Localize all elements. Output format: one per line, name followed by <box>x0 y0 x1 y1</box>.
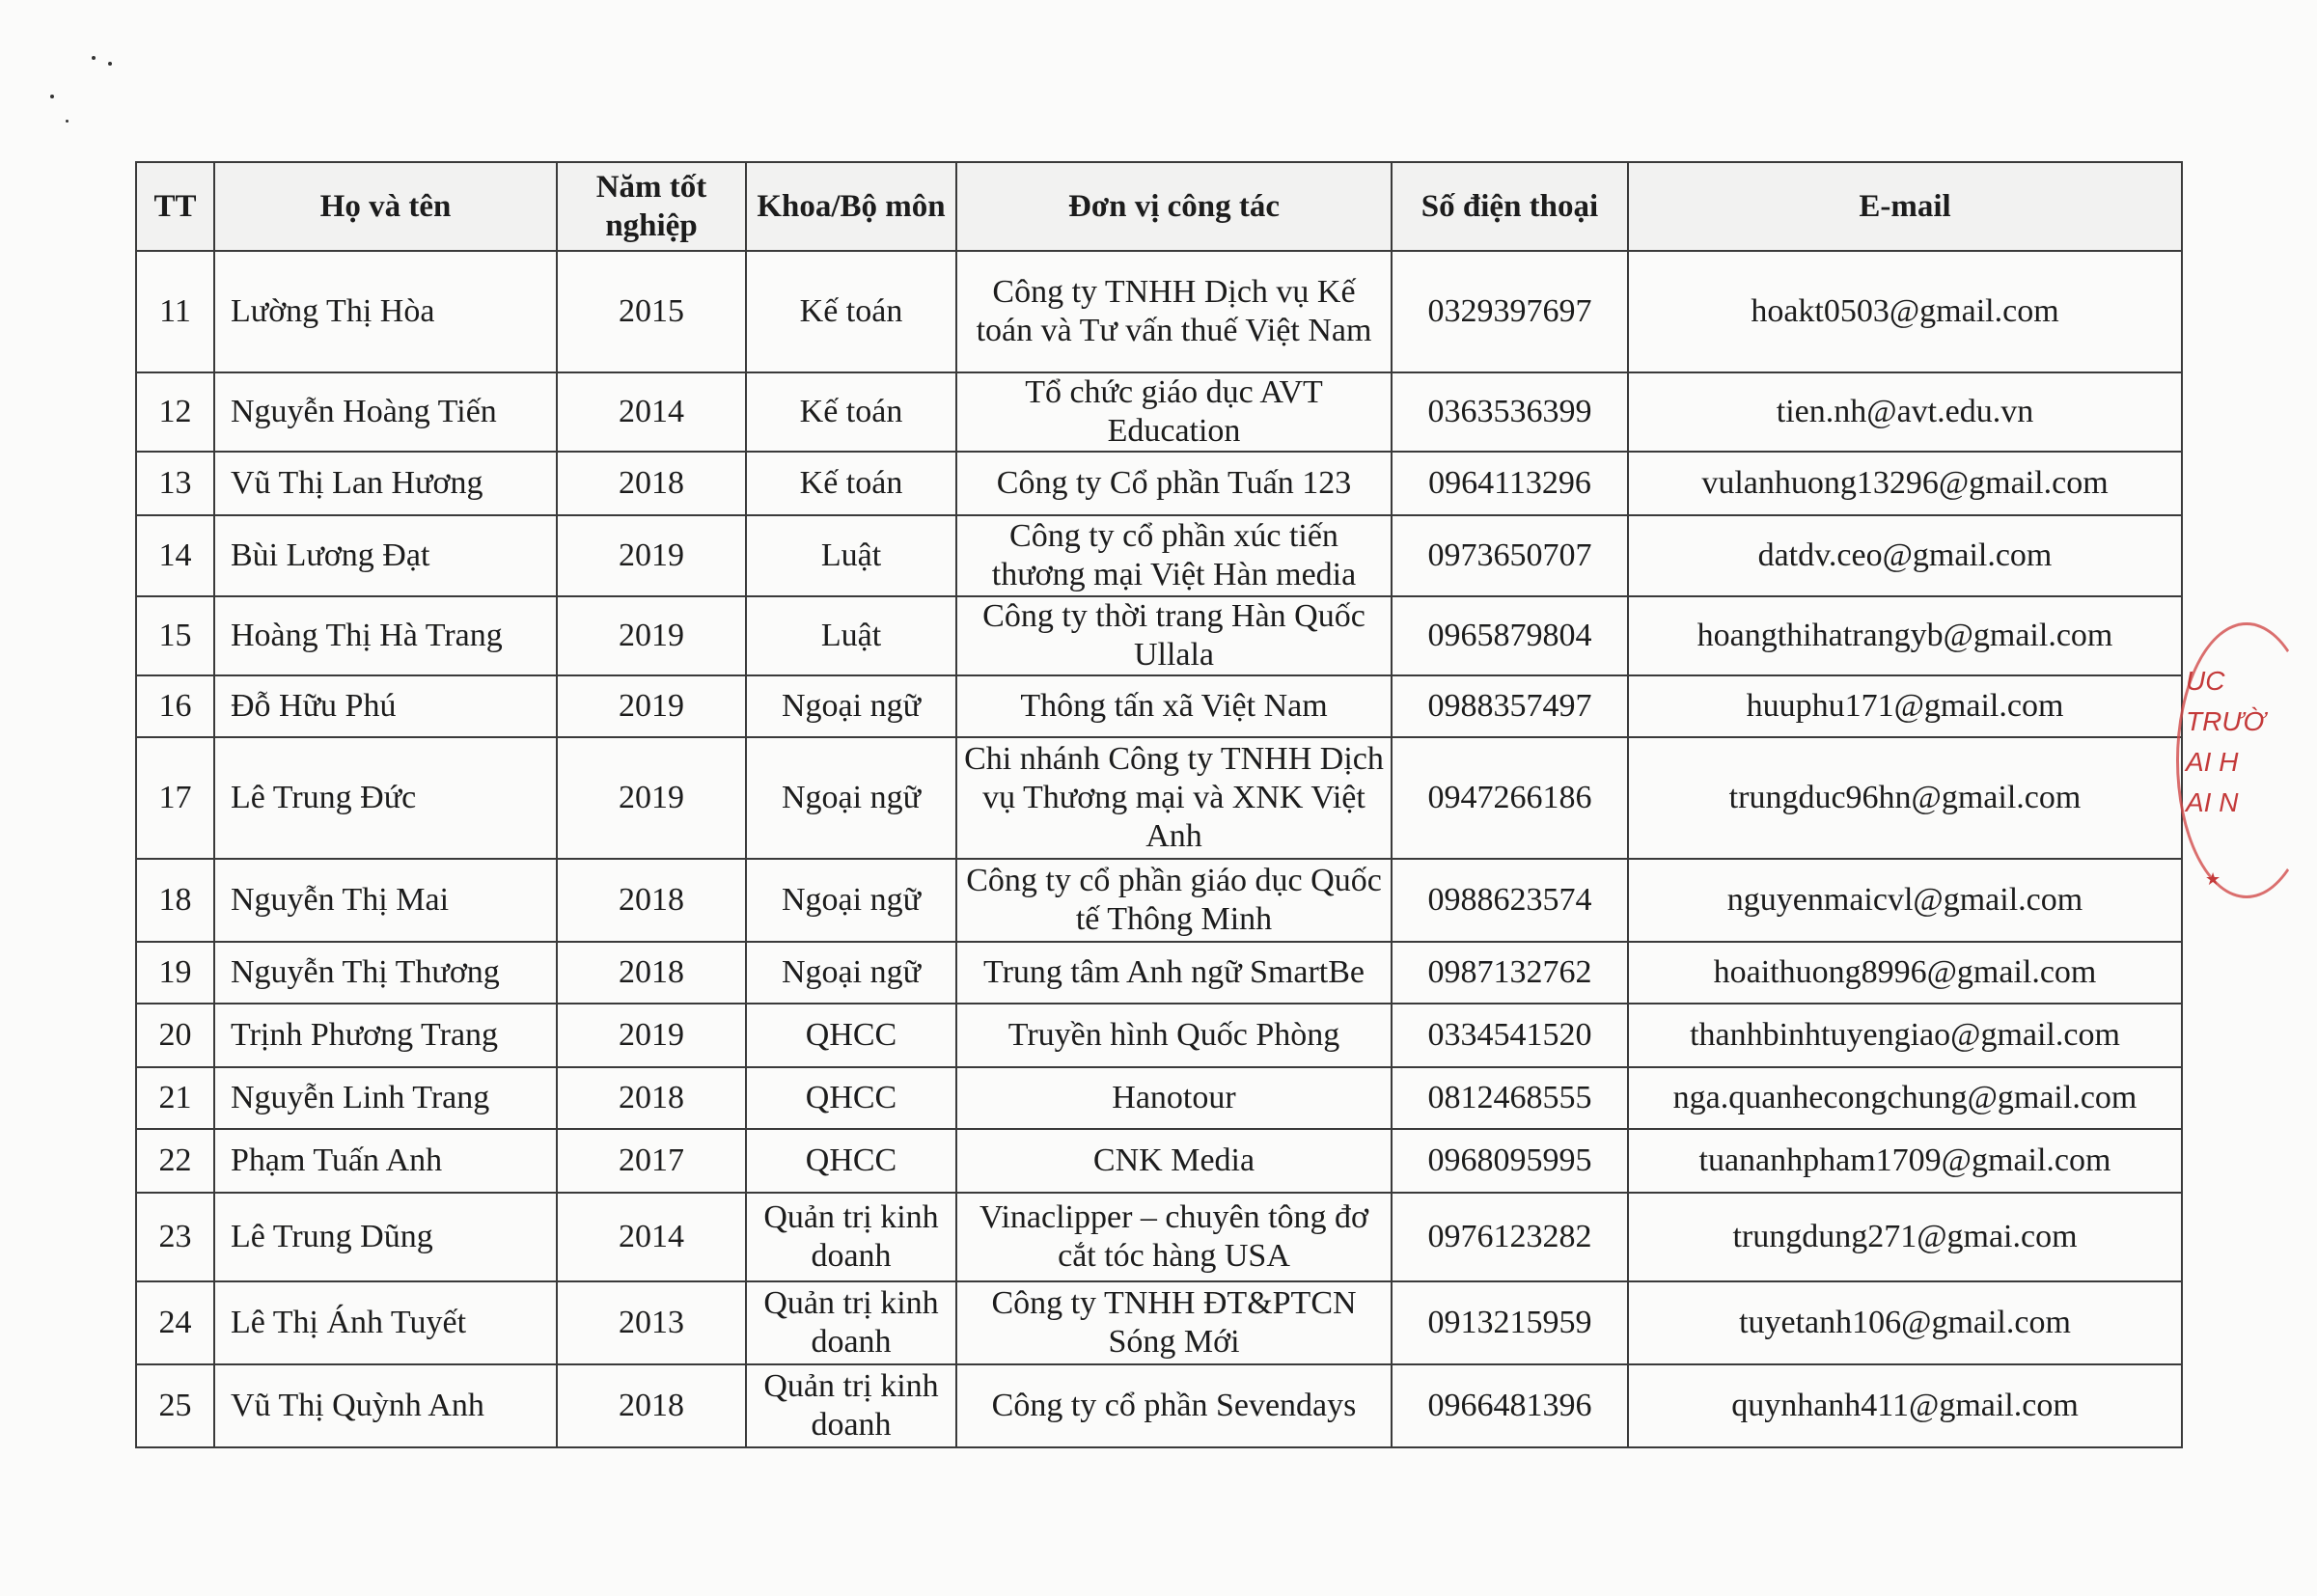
table-row <box>136 1004 2182 1067</box>
cell-year: 2019 <box>557 596 746 675</box>
cell-org: Công ty cổ phần xúc tiến thương mại Việt Hàn media <box>956 515 1392 596</box>
scan-speck <box>92 56 96 60</box>
cell-tt: 18 <box>136 859 214 942</box>
table-row <box>136 859 2182 942</box>
cell-year: 2017 <box>557 1129 746 1193</box>
cell-tt: 25 <box>136 1364 214 1447</box>
table-row <box>136 515 2182 596</box>
cell-org: Hanotour <box>956 1067 1392 1129</box>
cell-tt: 11 <box>136 251 214 372</box>
cell-phone: 0812468555 <box>1392 1067 1628 1129</box>
cell-year: 2019 <box>557 675 746 737</box>
cell-email: datdv.ceo@gmail.com <box>1628 515 2182 596</box>
cell-year: 2019 <box>557 737 746 859</box>
cell-email: huuphu171@gmail.com <box>1628 675 2182 737</box>
header-name: Họ và tên <box>214 162 557 251</box>
scan-speck <box>50 95 54 98</box>
cell-year: 2018 <box>557 452 746 515</box>
cell-dept: Luật <box>746 596 956 675</box>
cell-org: Chi nhánh Công ty TNHH Dịch vụ Thương mại và XNK Việt Anh <box>956 737 1392 859</box>
table-row <box>136 1067 2182 1129</box>
cell-year: 2018 <box>557 1067 746 1129</box>
cell-year: 2019 <box>557 1004 746 1067</box>
cell-dept: QHCC <box>746 1004 956 1067</box>
cell-phone: 0973650707 <box>1392 515 1628 596</box>
cell-name: Lê Thị Ánh Tuyết <box>214 1281 557 1364</box>
table-row <box>136 452 2182 515</box>
cell-tt: 13 <box>136 452 214 515</box>
cell-email: trungduc96hn@gmail.com <box>1628 737 2182 859</box>
header-row <box>136 162 2182 251</box>
cell-tt: 24 <box>136 1281 214 1364</box>
table-row <box>136 675 2182 737</box>
cell-email: nga.quanhecongchung@gmail.com <box>1628 1067 2182 1129</box>
header-year: Năm tốt nghiệp <box>557 162 746 251</box>
cell-dept: Ngoại ngữ <box>746 942 956 1004</box>
scan-speck <box>108 62 112 66</box>
cell-year: 2015 <box>557 251 746 372</box>
cell-year: 2013 <box>557 1281 746 1364</box>
cell-name: Nguyễn Thị Thương <box>214 942 557 1004</box>
cell-name: Vũ Thị Quỳnh Anh <box>214 1364 557 1447</box>
cell-name: Đỗ Hữu Phú <box>214 675 557 737</box>
cell-name: Nguyễn Hoàng Tiến <box>214 372 557 452</box>
cell-phone: 0964113296 <box>1392 452 1628 515</box>
cell-phone: 0987132762 <box>1392 942 1628 1004</box>
stamp-text: UC TRƯỜ AI H AI N <box>2186 666 2266 817</box>
cell-year: 2014 <box>557 1193 746 1281</box>
table-row <box>136 596 2182 675</box>
table-row <box>136 1281 2182 1364</box>
table-row <box>136 251 2182 372</box>
cell-year: 2018 <box>557 942 746 1004</box>
cell-tt: 15 <box>136 596 214 675</box>
star-icon: ★ <box>2205 869 2221 889</box>
cell-dept: Ngoại ngữ <box>746 737 956 859</box>
cell-name: Lê Trung Đức <box>214 737 557 859</box>
cell-org: CNK Media <box>956 1129 1392 1193</box>
cell-tt: 14 <box>136 515 214 596</box>
cell-email: hoangthihatrangyb@gmail.com <box>1628 596 2182 675</box>
table-row <box>136 372 2182 452</box>
cell-name: Trịnh Phương Trang <box>214 1004 557 1067</box>
cell-name: Lường Thị Hòa <box>214 251 557 372</box>
cell-phone: 0913215959 <box>1392 1281 1628 1364</box>
cell-email: trungdung271@gmai.com <box>1628 1193 2182 1281</box>
cell-year: 2018 <box>557 1364 746 1447</box>
cell-dept: Ngoại ngữ <box>746 675 956 737</box>
cell-email: tuyetanh106@gmail.com <box>1628 1281 2182 1364</box>
cell-email: vulanhuong13296@gmail.com <box>1628 452 2182 515</box>
header-dept: Khoa/Bộ môn <box>746 162 956 251</box>
cell-year: 2019 <box>557 515 746 596</box>
cell-dept: Kế toán <box>746 452 956 515</box>
cell-year: 2018 <box>557 859 746 942</box>
cell-name: Nguyễn Linh Trang <box>214 1067 557 1129</box>
cell-org: Vinaclipper – chuyên tông đơ cắt tóc hàng USA <box>956 1193 1392 1281</box>
cell-dept: Luật <box>746 515 956 596</box>
red-stamp <box>2176 622 2266 902</box>
cell-dept: QHCC <box>746 1067 956 1129</box>
cell-tt: 22 <box>136 1129 214 1193</box>
cell-tt: 23 <box>136 1193 214 1281</box>
cell-tt: 16 <box>136 675 214 737</box>
cell-email: quynhanh411@gmail.com <box>1628 1364 2182 1447</box>
table-header <box>136 162 2182 251</box>
cell-tt: 21 <box>136 1067 214 1129</box>
cell-phone: 0329397697 <box>1392 251 1628 372</box>
cell-org: Truyền hình Quốc Phòng <box>956 1004 1392 1067</box>
table-row <box>136 942 2182 1004</box>
cell-phone: 0363536399 <box>1392 372 1628 452</box>
cell-dept: Quản trị kinh doanh <box>746 1281 956 1364</box>
cell-org: Công ty TNHH ĐT&PTCN Sóng Mới <box>956 1281 1392 1364</box>
cell-tt: 12 <box>136 372 214 452</box>
cell-email: hoaithuong8996@gmail.com <box>1628 942 2182 1004</box>
cell-email: tien.nh@avt.edu.vn <box>1628 372 2182 452</box>
cell-dept: Ngoại ngữ <box>746 859 956 942</box>
cell-dept: QHCC <box>746 1129 956 1193</box>
cell-name: Phạm Tuấn Anh <box>214 1129 557 1193</box>
cell-org: Công ty Cổ phần Tuấn 123 <box>956 452 1392 515</box>
cell-org: Công ty cổ phần Sevendays <box>956 1364 1392 1447</box>
cell-org: Thông tấn xã Việt Nam <box>956 675 1392 737</box>
table-row <box>136 1193 2182 1281</box>
cell-email: nguyenmaicvl@gmail.com <box>1628 859 2182 942</box>
header-phone: Số điện thoại <box>1392 162 1628 251</box>
cell-phone: 0966481396 <box>1392 1364 1628 1447</box>
cell-phone: 0976123282 <box>1392 1193 1628 1281</box>
cell-dept: Quản trị kinh doanh <box>746 1193 956 1281</box>
cell-email: thanhbinhtuyengiao@gmail.com <box>1628 1004 2182 1067</box>
cell-org: Công ty cổ phần giáo dục Quốc tế Thông Minh <box>956 859 1392 942</box>
cell-org: Tổ chức giáo dục AVT Education <box>956 372 1392 452</box>
table-row <box>136 1129 2182 1193</box>
table-row <box>136 1364 2182 1447</box>
cell-name: Nguyễn Thị Mai <box>214 859 557 942</box>
cell-tt: 19 <box>136 942 214 1004</box>
table-row <box>136 737 2182 859</box>
cell-phone: 0334541520 <box>1392 1004 1628 1067</box>
cell-name: Lê Trung Dũng <box>214 1193 557 1281</box>
header-tt: TT <box>136 162 214 251</box>
header-email: E-mail <box>1628 162 2182 251</box>
table-body <box>136 251 2182 1447</box>
cell-name: Bùi Lương Đạt <box>214 515 557 596</box>
cell-email: hoakt0503@gmail.com <box>1628 251 2182 372</box>
alumni-table <box>135 161 2183 1448</box>
cell-org: Công ty TNHH Dịch vụ Kế toán và Tư vấn thuế Việt Nam <box>956 251 1392 372</box>
cell-dept: Quản trị kinh doanh <box>746 1364 956 1447</box>
cell-org: Công ty thời trang Hàn Quốc Ullala <box>956 596 1392 675</box>
cell-phone: 0988623574 <box>1392 859 1628 942</box>
header-org: Đơn vị công tác <box>956 162 1392 251</box>
cell-tt: 17 <box>136 737 214 859</box>
cell-name: Vũ Thị Lan Hương <box>214 452 557 515</box>
cell-tt: 20 <box>136 1004 214 1067</box>
cell-email: tuananhpham1709@gmail.com <box>1628 1129 2182 1193</box>
cell-phone: 0965879804 <box>1392 596 1628 675</box>
cell-phone: 0947266186 <box>1392 737 1628 859</box>
cell-year: 2014 <box>557 372 746 452</box>
cell-dept: Kế toán <box>746 251 956 372</box>
cell-org: Trung tâm Anh ngữ SmartBe <box>956 942 1392 1004</box>
scan-speck <box>66 120 69 123</box>
cell-phone: 0988357497 <box>1392 675 1628 737</box>
cell-name: Hoàng Thị Hà Trang <box>214 596 557 675</box>
cell-dept: Kế toán <box>746 372 956 452</box>
cell-phone: 0968095995 <box>1392 1129 1628 1193</box>
